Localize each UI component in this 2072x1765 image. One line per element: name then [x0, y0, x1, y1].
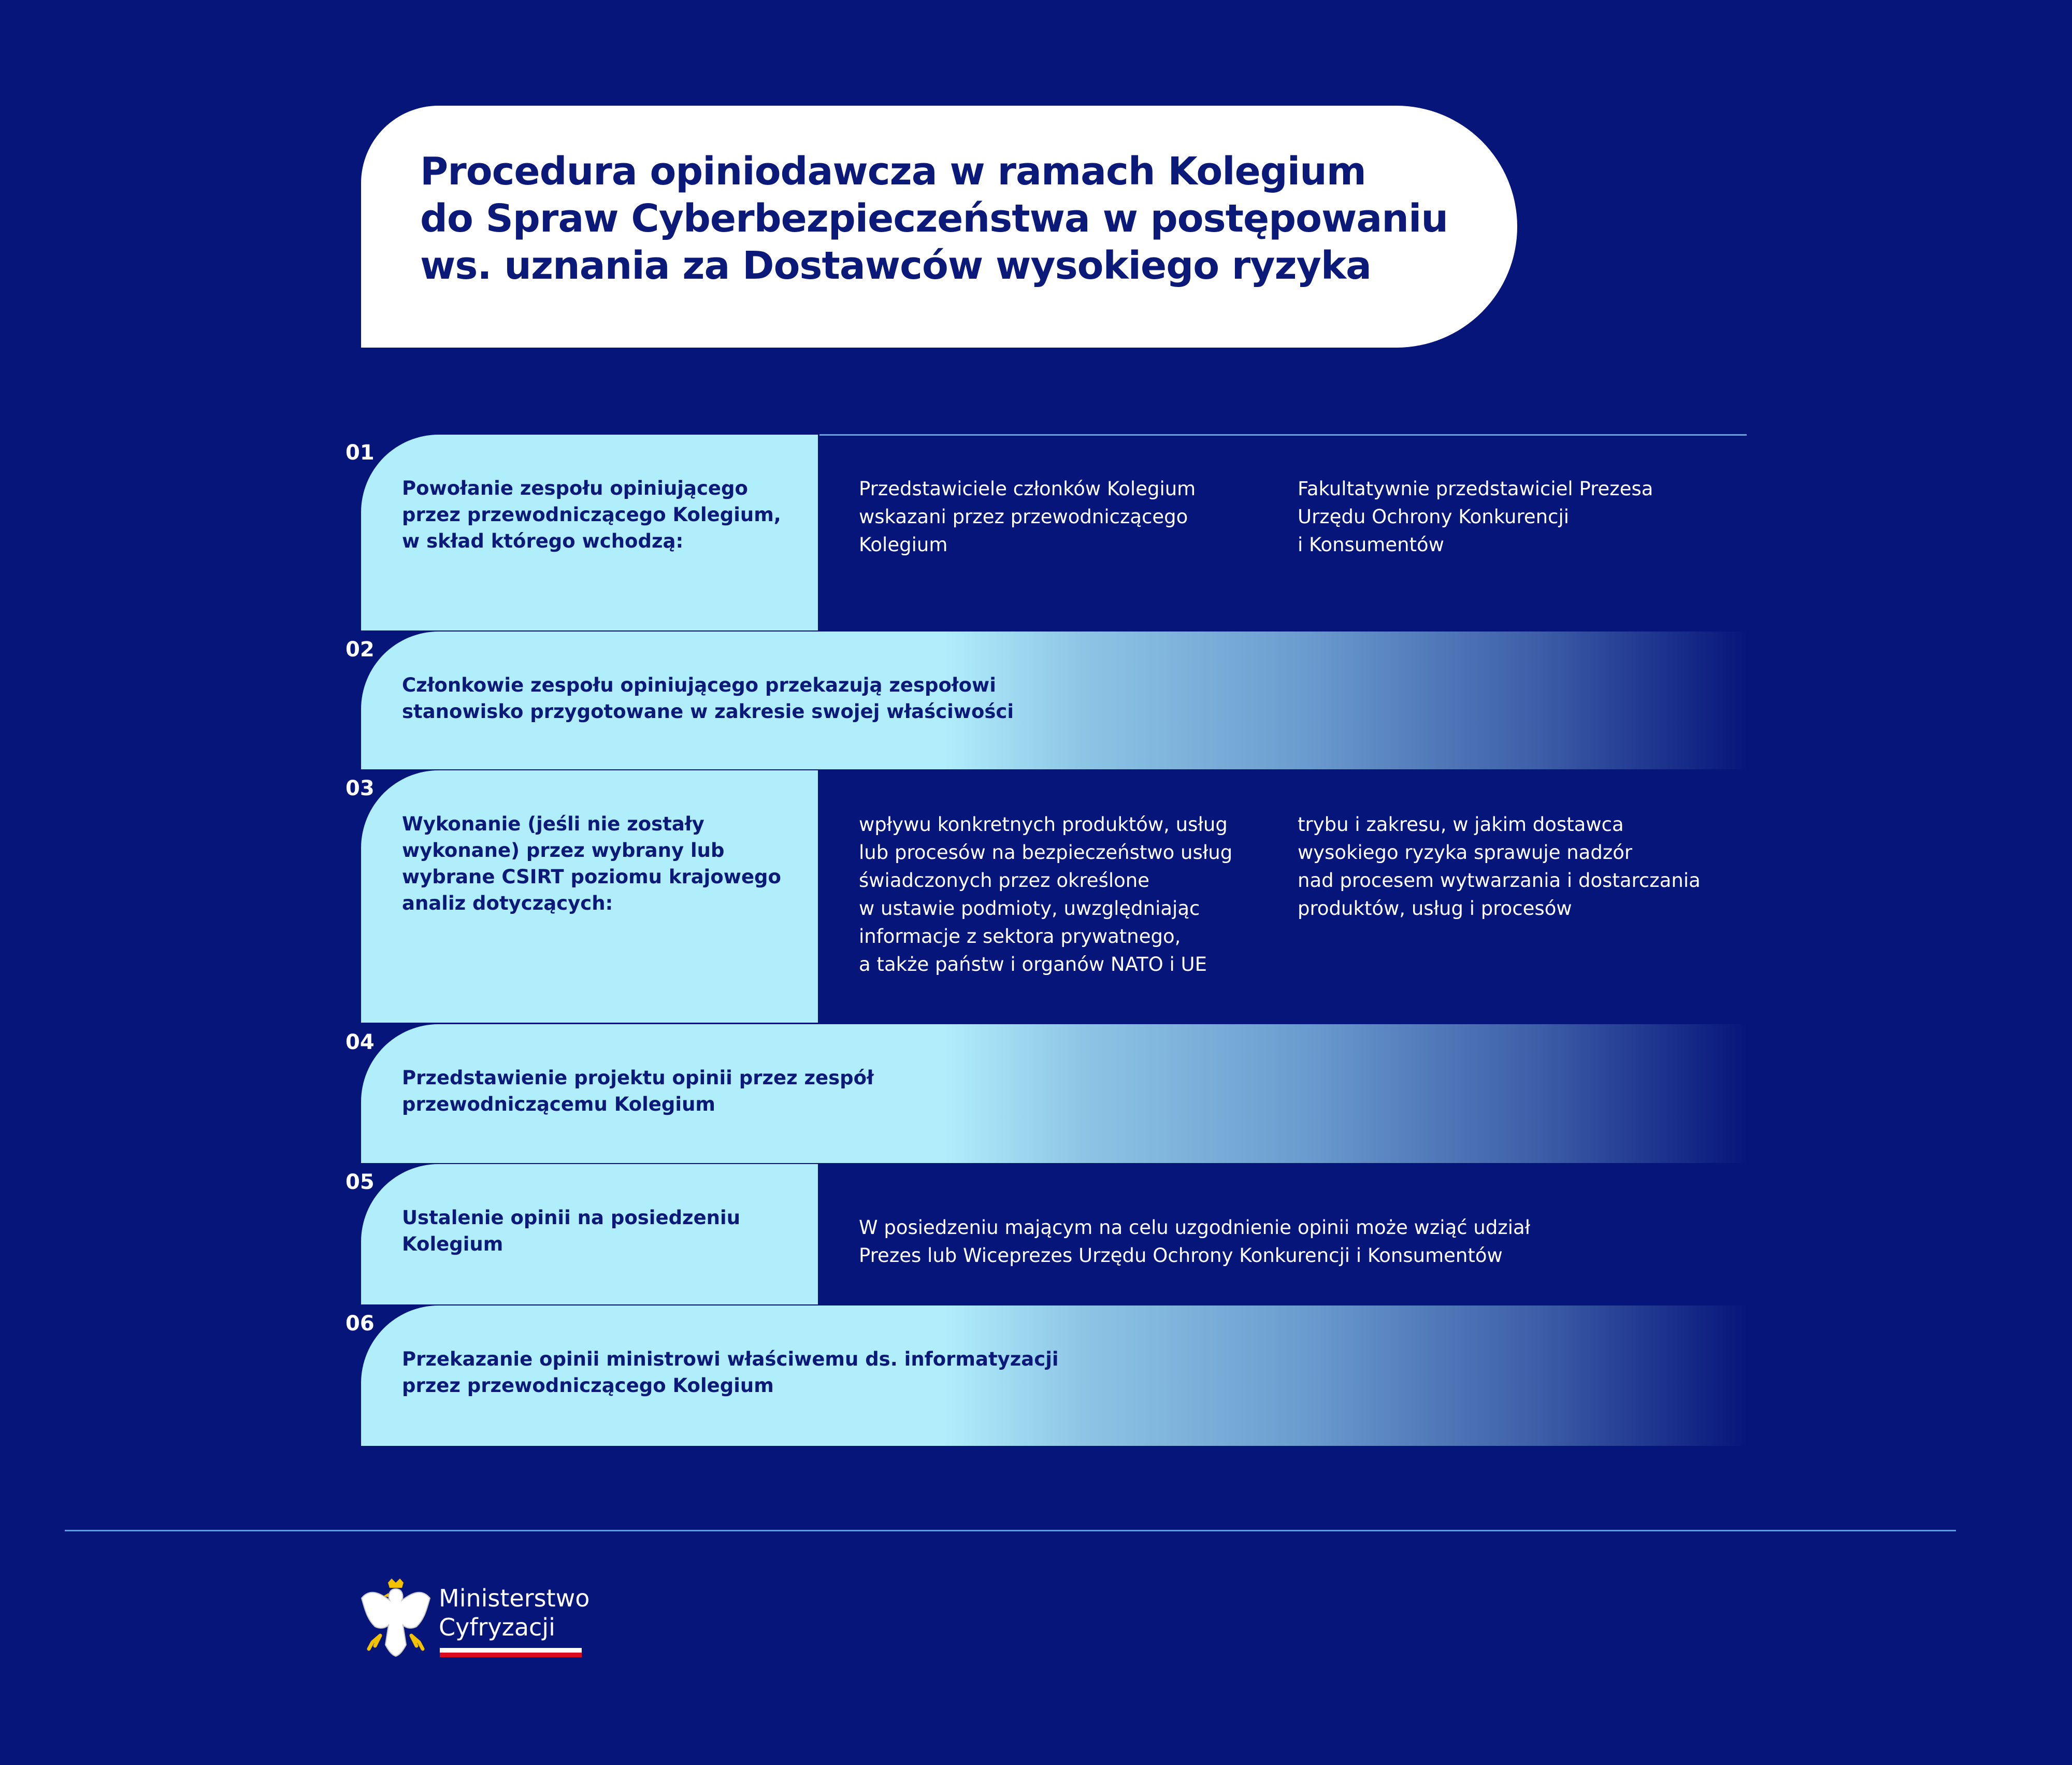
- title-line: do Spraw Cyberbezpieczeństwa w postępowaniu: [420, 196, 1448, 241]
- polish-flag-bar: [440, 1648, 582, 1657]
- step-label: Powołanie zespołu opiniującego przez przewodniczącego Kolegium, w skład którego wchodzą:: [402, 477, 781, 552]
- ministry-logo: [359, 1577, 590, 1660]
- step-02: [346, 632, 1747, 769]
- page-title: [420, 148, 1448, 290]
- step-detail: wpływu konkretnych produktów, usług lub procesów na bezpieczeństwo usług świadczonych przez określone w ustawie podmioty, uwzględniając informacje z sektora prywatnego, a także państw i organów NATO i UE: [859, 813, 1233, 975]
- footer-divider: [65, 1530, 1956, 1531]
- logo-line: Cyfryzacji: [439, 1613, 555, 1641]
- step-label: Członkowie zespołu opiniującego przekazują zespołowi stanowisko przygotowane w zakresie swojej właściwości: [402, 674, 1014, 723]
- step-04: [346, 1024, 1747, 1163]
- step-label: Wykonanie (jeśli nie zostały wykonane) przez wybrany lub wybrane CSIRT poziomu krajowego analiz dotyczących:: [402, 813, 781, 914]
- ministry-name: [439, 1584, 589, 1642]
- step-number: 03: [346, 777, 375, 800]
- step-label: Przekazanie opinii ministrowi właściwemu ds. informatyzacji przez przewodniczącego Kolegium: [402, 1348, 1059, 1397]
- step-number: 06: [346, 1312, 375, 1336]
- eagle-emblem-icon: [359, 1577, 432, 1658]
- step-label: Przedstawienie projektu opinii przez zespół przewodniczącemu Kolegium: [402, 1067, 874, 1115]
- logo-line: Ministerstwo: [439, 1584, 590, 1612]
- title-line: Procedura opiniodawcza w ramach Kolegium: [420, 149, 1366, 194]
- step-03: [346, 770, 1747, 1023]
- step-number: 02: [346, 638, 375, 662]
- step-label: Ustalenie opinii na posiedzeniu Kolegium: [402, 1207, 741, 1255]
- step-detail: Fakultatywnie przedstawiciel Prezesa Urzędu Ochrony Konkurencji i Konsumentów: [1298, 478, 1653, 556]
- step-05: [346, 1164, 1747, 1304]
- step-01: [346, 435, 1747, 630]
- step-number: 05: [346, 1170, 375, 1194]
- step-detail: trybu i zakresu, w jakim dostawca wysokiego ryzyka sprawuje nadzór nad procesem wytwarzania i dostarczania produktów, usług i procesów: [1298, 813, 1701, 920]
- step-number: 01: [346, 441, 375, 465]
- step-number: 04: [346, 1030, 375, 1054]
- title-line: ws. uznania za Dostawców wysokiego ryzyka: [420, 243, 1371, 288]
- step-detail: Przedstawiciele członków Kolegium wskazani przez przewodniczącego Kolegium: [859, 478, 1196, 556]
- step-detail: W posiedzeniu mającym na celu uzgodnienie opinii może wziąć udział Prezes lub Wiceprezes Urzędu Ochrony Konkurencji i Konsumentów: [859, 1216, 1531, 1267]
- step-06: [346, 1305, 1747, 1446]
- title-card: [361, 106, 1517, 348]
